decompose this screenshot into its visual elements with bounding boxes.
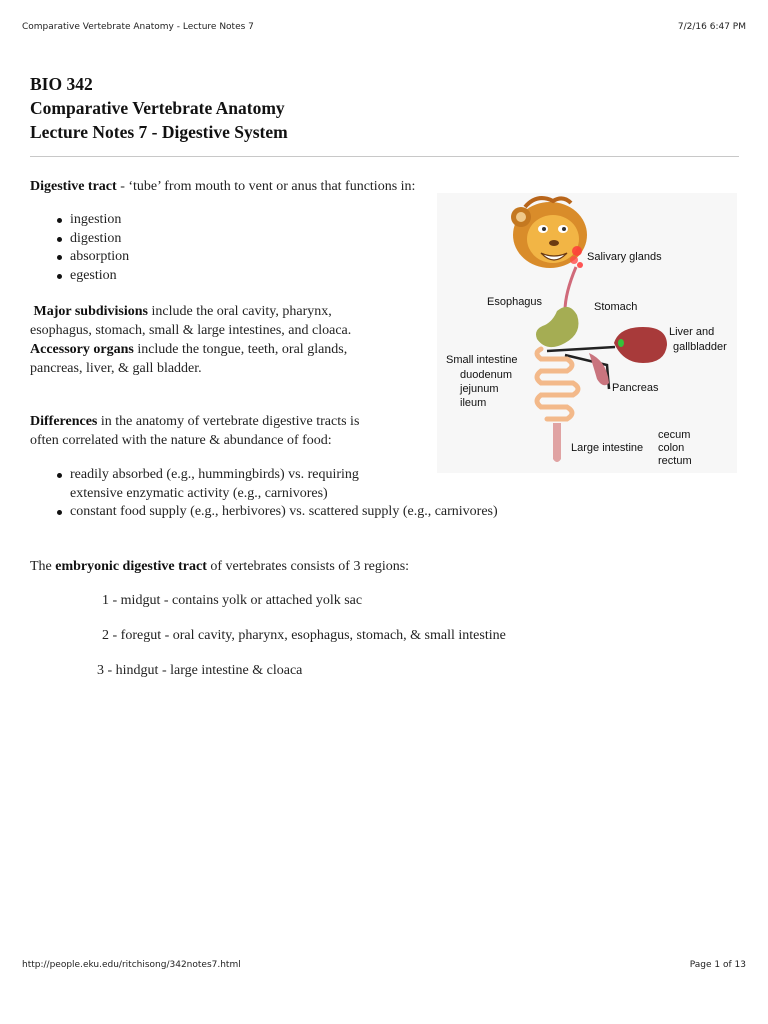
label-esophagus: Esophagus — [487, 296, 543, 308]
region-hindgut: 3 - hindgut - large intestine & cloaca — [97, 663, 303, 678]
subdivisions-paragraph — [30, 302, 351, 378]
embryonic-pre: The — [30, 559, 56, 574]
footer-url: http://people.eku.edu/ritchisong/342notes7.html — [22, 960, 241, 970]
digestive-system-figure — [437, 193, 737, 473]
region-midgut: 1 - midgut - contains yolk or attached yolk sac — [102, 593, 363, 608]
header-doc-title: Comparative Vertebrate Anatomy - Lecture Notes 7 — [22, 22, 254, 32]
gallbladder-shape — [618, 339, 624, 347]
embryonic-post: of vertebrates consists of 3 regions: — [206, 559, 410, 574]
region-foregut: 2 - foregut - oral cavity, pharynx, esophagus, stomach, & small intestine — [102, 628, 506, 643]
differences-paragraph — [30, 412, 359, 450]
accessory-organs-text-1: include the tongue, teeth, oral glands, — [133, 342, 348, 357]
list-item-text: extensive enzymatic activity (e.g., carnivores) — [70, 485, 328, 501]
subdivisions-text-2: esophagus, stomach, small & large intestines, and cloaca. — [30, 323, 352, 338]
list-item: ingestion — [30, 211, 129, 230]
list-item-text: constant food supply (e.g., herbivores) vs. scattered supply (e.g., carnivores) — [70, 504, 498, 519]
label-duodenum: duodenum — [460, 369, 512, 381]
course-code: BIO 342 — [30, 74, 93, 94]
large-intestine-shape — [553, 423, 561, 462]
footer-page-number: Page 1 of 13 — [689, 960, 746, 970]
list-item — [30, 503, 498, 522]
label-cecum: cecum — [658, 429, 691, 441]
differences-term: Differences — [30, 414, 98, 429]
label-salivary-glands: Salivary glands — [587, 251, 662, 263]
digestive-tract-paragraph — [30, 177, 415, 196]
differences-list — [30, 466, 498, 522]
header-datetime: 7/2/16 6:47 PM — [677, 22, 746, 32]
subdivisions-term: Major subdivisions — [33, 304, 148, 319]
label-jejunum: jejunum — [460, 383, 499, 395]
embryonic-term: embryonic digestive tract — [55, 559, 207, 574]
label-rectum: rectum — [658, 455, 692, 467]
list-item: egestion — [30, 267, 129, 286]
page-title — [30, 72, 288, 144]
label-large-intestine: Large intestine — [571, 442, 644, 454]
accessory-organs-text-2: pancreas, liver, & gall bladder. — [30, 361, 202, 376]
label-small-intestine: Small intestine — [446, 354, 518, 366]
label-ileum: ileum — [460, 397, 487, 409]
accessory-organs-term: Accessory organs — [30, 342, 134, 357]
digestive-tract-definition: - ‘tube’ from mouth to vent or anus that functions in: — [116, 179, 416, 194]
label-pancreas: Pancreas — [612, 382, 659, 394]
label-stomach: Stomach — [594, 301, 638, 313]
list-item-text: readily absorbed (e.g., hummingbirds) vs. requiring — [70, 467, 359, 482]
label-colon: colon — [658, 442, 685, 454]
lecture-title: Lecture Notes 7 - Digestive System — [30, 122, 288, 142]
differences-text-1: in the anatomy of vertebrate digestive tracts is — [97, 414, 360, 429]
list-item: absorption — [30, 248, 129, 267]
embryonic-paragraph — [30, 557, 409, 576]
label-gallbladder: gallbladder — [673, 341, 727, 353]
functions-list — [30, 211, 129, 285]
title-divider — [30, 156, 739, 157]
list-item — [30, 466, 498, 503]
course-subject: Comparative Vertebrate Anatomy — [30, 98, 285, 118]
subdivisions-text-1: include the oral cavity, pharynx, — [148, 304, 332, 319]
list-item: digestion — [30, 230, 129, 249]
label-liver: Liver and — [669, 326, 715, 338]
digestive-tract-term: Digestive tract — [30, 179, 117, 194]
differences-text-2: often correlated with the nature & abundance of food: — [30, 433, 332, 448]
